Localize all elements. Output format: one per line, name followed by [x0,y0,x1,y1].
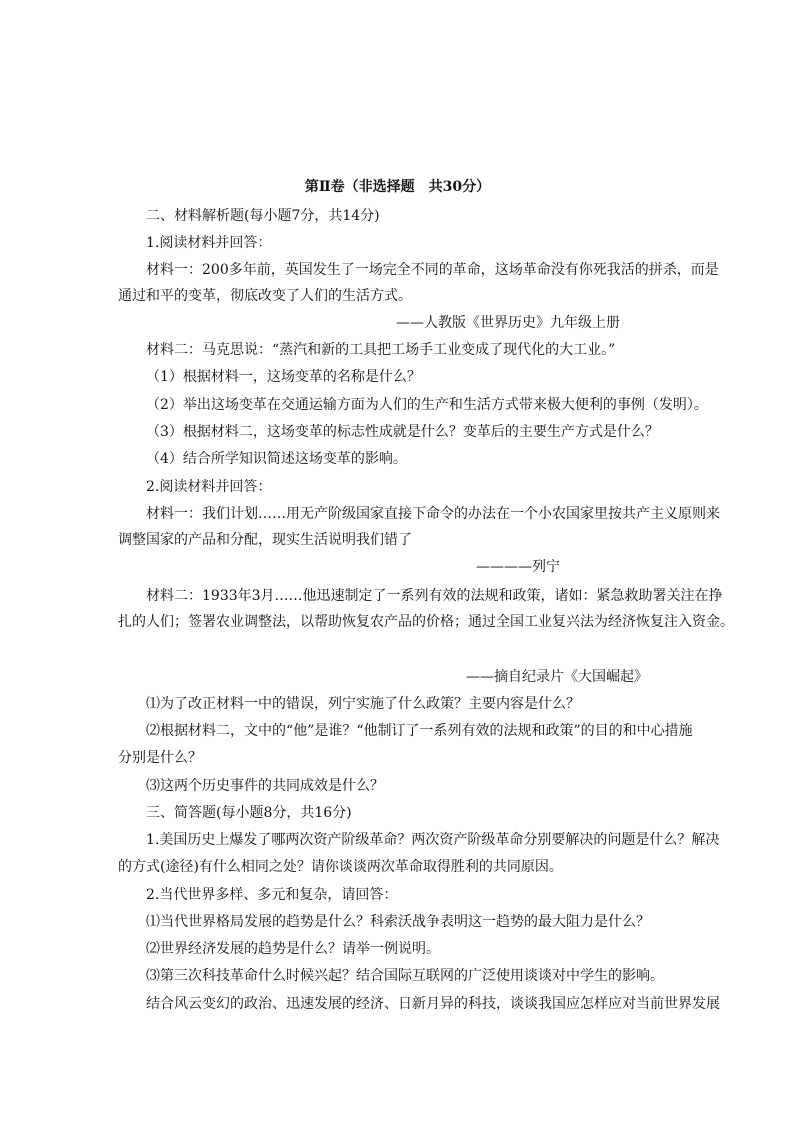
s3-q2-intro: 2.当代世界多样、多元和复杂，请回答： [146,887,398,903]
q2-material2-source: ——摘自纪录片《大国崛起》 [466,669,648,685]
q1-material1-source: ——人教版《世界历史》九年级上册 [396,315,620,331]
q1-material1-line2: 通过和平的变革，彻底改变了人们的生活方式。 [118,288,412,304]
s3-q2-sub2: ⑵世界经济发展的趋势是什么？请举一例说明。 [146,941,440,957]
s3-q2-closing: 结合风云变幻的政治、迅速发展的经济、日新月异的科技，谈谈我国应怎样应对当前世界发展 [146,996,720,1012]
section3-heading: 三、简答题(每小题8分，共16分) [146,805,352,821]
s3-q2-sub3: ⑶第三次科技革命什么时候兴起？结合国际互联网的广泛使用谈谈对中学生的影响。 [146,968,664,984]
q2-sub1: ⑴为了改正材料一中的错误，列宁实施了什么政策？主要内容是什么？ [146,696,580,712]
q2-sub2-line2: 分别是什么？ [118,750,202,766]
q1-sub1: （1）根据材料一，这场变革的名称是什么？ [146,369,421,385]
q1-sub2: （2）举出这场变革在交通运输方面为人们的生产和生活方式带来极大便利的事例（发明）。 [146,397,708,413]
q1-material1-line1: 材料一：200多年前，英国发生了一场完全不同的革命，这场革命没有你死我活的拼杀，而是 [146,262,719,278]
q1-material2: 材料二：马克思说：“蒸汽和新的工具把工场手工业变成了现代化的大工业。” [146,342,616,358]
q1-sub3: （3）根据材料二，这场变革的标志性成就是什么？变革后的主要生产方式是什么？ [146,424,659,440]
section2-heading: 二、材料解析题(每小题7分，共14分) [146,208,380,224]
q2-material1-line1: 材料一：我们计划……用无产阶级国家直接下命令的办法在一个小农国家里按共产主义原则来 [146,506,720,522]
q2-material1-line2: 调整国家的产品和分配，现实生活说明我们错了 [118,532,412,548]
q2-material2-line1: 材料二：1933年3月……他迅速制定了一系列有效的法规和政策，诸如：紧急救助署关注在挣 [146,588,723,604]
page-title: 第Ⅱ卷（非选择题 共30分） [304,179,491,195]
q2-material2-line2: 扎的人们；签署农业调整法，以帮助恢复农产品的价格；通过全国工业复兴法为经济恢复注入资金。 [118,614,734,630]
q2-intro: 2.阅读材料并回答： [146,479,272,495]
q1-intro: 1.阅读材料并回答： [146,235,272,251]
s3-q1-line2: 的方式(途径)有什么相同之处？请你谈谈两次革命取得胜利的共同原因。 [118,859,563,875]
q2-material1-source: ————列宁 [476,559,560,575]
s3-q2-sub1: ⑴当代世界格局发展的趋势是什么？科索沃战争表明这一趋势的最大阻力是什么？ [146,914,650,930]
q2-sub3: ⑶这两个历史事件的共同成效是什么？ [146,778,384,794]
q2-sub2-line1: ⑵根据材料二，文中的“他”是谁？“他制订了一系列有效的法规和政策”的目的和中心措施 [146,723,693,739]
s3-q1-line1: 1.美国历史上爆发了哪两次资产阶级革命？两次资产阶级革命分别要解决的问题是什么？解决 [146,832,720,848]
q1-sub4: （4）结合所学知识简述这场变革的影响。 [146,451,407,467]
